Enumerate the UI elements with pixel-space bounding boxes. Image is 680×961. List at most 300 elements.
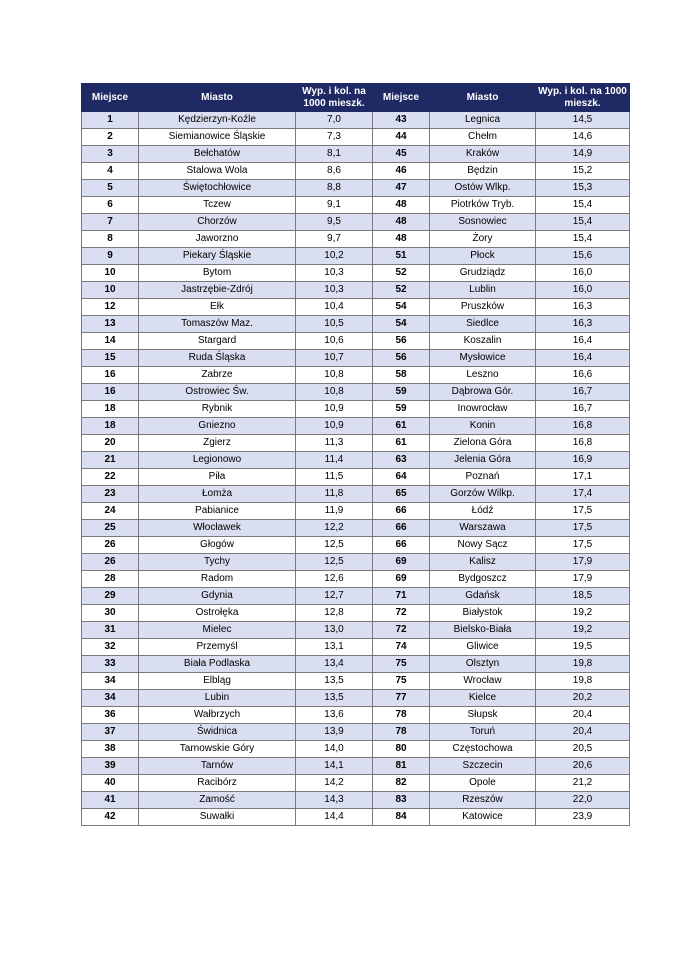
cell-city-right: Zielona Góra	[430, 435, 536, 452]
cell-rank-left: 29	[82, 588, 139, 605]
cell-rate-right: 17,5	[536, 503, 630, 520]
cell-rank-left: 42	[82, 809, 139, 826]
cell-rank-left: 26	[82, 537, 139, 554]
cell-city-right: Opole	[430, 775, 536, 792]
cell-rank-left: 5	[82, 180, 139, 197]
header-rate-left: Wyp. i kol. na 1000 mieszk.	[296, 84, 373, 112]
cell-rate-left: 11,3	[296, 435, 373, 452]
cell-rank-right: 65	[373, 486, 430, 503]
cell-rank-right: 69	[373, 554, 430, 571]
cell-city-left: Zabrze	[139, 367, 296, 384]
cell-city-left: Ruda Śląska	[139, 350, 296, 367]
cell-rate-left: 12,8	[296, 605, 373, 622]
cell-rate-left: 11,4	[296, 452, 373, 469]
cell-rank-right: 54	[373, 316, 430, 333]
cell-city-left: Tychy	[139, 554, 296, 571]
cell-city-right: Sosnowiec	[430, 214, 536, 231]
cell-city-right: Płock	[430, 248, 536, 265]
cell-city-left: Stalowa Wola	[139, 163, 296, 180]
cell-city-left: Świętochłowice	[139, 180, 296, 197]
cell-city-left: Świdnica	[139, 724, 296, 741]
cell-rate-left: 10,9	[296, 418, 373, 435]
cell-city-left: Pabianice	[139, 503, 296, 520]
cell-city-right: Katowice	[430, 809, 536, 826]
table-row	[82, 401, 630, 418]
cell-rank-right: 45	[373, 146, 430, 163]
cell-city-left: Gdynia	[139, 588, 296, 605]
table-row	[82, 129, 630, 146]
cell-rank-left: 36	[82, 707, 139, 724]
cell-city-right: Nowy Sącz	[430, 537, 536, 554]
cell-city-left: Piekary Śląskie	[139, 248, 296, 265]
cell-rate-right: 18,5	[536, 588, 630, 605]
cell-rank-left: 4	[82, 163, 139, 180]
cell-rank-right: 72	[373, 622, 430, 639]
cell-city-right: Kraków	[430, 146, 536, 163]
cell-rate-left: 12,5	[296, 537, 373, 554]
cell-rate-right: 17,4	[536, 486, 630, 503]
cell-rank-left: 8	[82, 231, 139, 248]
cell-city-left: Mielec	[139, 622, 296, 639]
cell-rate-left: 10,5	[296, 316, 373, 333]
cell-city-right: Gliwice	[430, 639, 536, 656]
header-city-right: Miasto	[430, 84, 536, 112]
cell-city-right: Szczecin	[430, 758, 536, 775]
cell-rate-left: 13,4	[296, 656, 373, 673]
cell-rate-left: 14,3	[296, 792, 373, 809]
cell-city-right: Piotrków Tryb.	[430, 197, 536, 214]
cell-rank-right: 58	[373, 367, 430, 384]
table-row	[82, 384, 630, 401]
cell-city-right: Żory	[430, 231, 536, 248]
cell-city-left: Ełk	[139, 299, 296, 316]
cell-rate-right: 14,9	[536, 146, 630, 163]
cell-rate-left: 13,5	[296, 690, 373, 707]
cell-rank-right: 80	[373, 741, 430, 758]
table-row	[82, 299, 630, 316]
cell-city-right: Białystok	[430, 605, 536, 622]
cell-rate-left: 14,2	[296, 775, 373, 792]
cell-rank-right: 63	[373, 452, 430, 469]
cell-city-right: Bydgoszcz	[430, 571, 536, 588]
cell-rank-left: 22	[82, 469, 139, 486]
cell-city-right: Kalisz	[430, 554, 536, 571]
cell-rank-right: 61	[373, 435, 430, 452]
cell-rate-left: 14,1	[296, 758, 373, 775]
cell-rank-left: 30	[82, 605, 139, 622]
cell-rank-right: 83	[373, 792, 430, 809]
cell-city-left: Kędzierzyn-Koźle	[139, 112, 296, 129]
cell-rate-right: 16,3	[536, 316, 630, 333]
table-row	[82, 231, 630, 248]
cell-rank-left: 25	[82, 520, 139, 537]
table-row	[82, 792, 630, 809]
cell-rank-right: 56	[373, 333, 430, 350]
table-row	[82, 282, 630, 299]
cell-rate-left: 7,0	[296, 112, 373, 129]
cell-city-right: Koszalin	[430, 333, 536, 350]
cell-rank-left: 37	[82, 724, 139, 741]
cell-city-left: Głogów	[139, 537, 296, 554]
cell-rate-right: 19,2	[536, 605, 630, 622]
cell-rate-left: 8,1	[296, 146, 373, 163]
cell-city-right: Jelenia Góra	[430, 452, 536, 469]
cell-rank-right: 52	[373, 265, 430, 282]
cell-rate-right: 17,1	[536, 469, 630, 486]
cell-city-left: Tomaszów Maz.	[139, 316, 296, 333]
cell-rate-left: 9,1	[296, 197, 373, 214]
cell-city-right: Słupsk	[430, 707, 536, 724]
cell-rate-right: 21,2	[536, 775, 630, 792]
cell-rank-left: 10	[82, 282, 139, 299]
table-row	[82, 112, 630, 129]
cell-city-left: Lubin	[139, 690, 296, 707]
cell-city-right: Dąbrowa Gór.	[430, 384, 536, 401]
cell-rate-left: 9,7	[296, 231, 373, 248]
cell-rate-left: 12,7	[296, 588, 373, 605]
cell-city-right: Lublin	[430, 282, 536, 299]
table-body	[82, 112, 630, 826]
table-row	[82, 605, 630, 622]
table-row	[82, 656, 630, 673]
cell-rate-left: 11,5	[296, 469, 373, 486]
table-row	[82, 350, 630, 367]
cell-rate-right: 17,9	[536, 554, 630, 571]
cell-city-right: Będzin	[430, 163, 536, 180]
table-row	[82, 197, 630, 214]
cell-rank-left: 38	[82, 741, 139, 758]
cell-city-right: Siedlce	[430, 316, 536, 333]
cell-rate-left: 10,9	[296, 401, 373, 418]
cell-rank-left: 32	[82, 639, 139, 656]
cell-rank-left: 34	[82, 690, 139, 707]
cell-rank-right: 82	[373, 775, 430, 792]
cell-city-left: Przemyśl	[139, 639, 296, 656]
cell-rank-right: 71	[373, 588, 430, 605]
cell-rank-right: 66	[373, 503, 430, 520]
table-row	[82, 265, 630, 282]
cell-city-right: Olsztyn	[430, 656, 536, 673]
cell-rank-left: 16	[82, 367, 139, 384]
table-row	[82, 486, 630, 503]
cell-rate-right: 17,9	[536, 571, 630, 588]
cell-rate-left: 7,3	[296, 129, 373, 146]
cell-rate-right: 16,0	[536, 265, 630, 282]
cell-rate-right: 16,7	[536, 384, 630, 401]
cell-rank-left: 12	[82, 299, 139, 316]
cell-city-right: Legnica	[430, 112, 536, 129]
cell-rank-left: 31	[82, 622, 139, 639]
cell-rate-right: 15,6	[536, 248, 630, 265]
cell-rank-left: 26	[82, 554, 139, 571]
cell-rate-left: 11,9	[296, 503, 373, 520]
cell-rank-left: 14	[82, 333, 139, 350]
table-row	[82, 520, 630, 537]
cell-city-right: Wrocław	[430, 673, 536, 690]
cell-rank-left: 18	[82, 401, 139, 418]
cell-rank-right: 72	[373, 605, 430, 622]
cell-rate-left: 10,8	[296, 384, 373, 401]
cell-city-right: Łódź	[430, 503, 536, 520]
cell-city-right: Pruszków	[430, 299, 536, 316]
cell-rate-left: 10,6	[296, 333, 373, 350]
cell-city-right: Rzeszów	[430, 792, 536, 809]
cell-rank-left: 41	[82, 792, 139, 809]
cell-rate-right: 15,4	[536, 231, 630, 248]
cell-rank-right: 75	[373, 656, 430, 673]
cell-city-left: Ostrołęka	[139, 605, 296, 622]
cell-rank-left: 3	[82, 146, 139, 163]
table-row	[82, 367, 630, 384]
table-row	[82, 146, 630, 163]
table-row	[82, 503, 630, 520]
table-row	[82, 622, 630, 639]
cell-city-left: Racibórz	[139, 775, 296, 792]
cell-rank-right: 59	[373, 401, 430, 418]
cell-rate-left: 8,8	[296, 180, 373, 197]
table-row	[82, 469, 630, 486]
cell-rank-right: 81	[373, 758, 430, 775]
cell-rank-left: 40	[82, 775, 139, 792]
table-row	[82, 571, 630, 588]
cell-city-right: Częstochowa	[430, 741, 536, 758]
cell-rate-right: 17,5	[536, 537, 630, 554]
cell-rank-left: 10	[82, 265, 139, 282]
header-rank-left: Miejsce	[82, 84, 139, 112]
cell-city-right: Poznań	[430, 469, 536, 486]
cell-city-left: Jastrzębie-Zdrój	[139, 282, 296, 299]
cell-rate-right: 19,8	[536, 673, 630, 690]
cell-rank-right: 84	[373, 809, 430, 826]
cell-city-left: Bytom	[139, 265, 296, 282]
cell-rank-left: 13	[82, 316, 139, 333]
cell-city-right: Grudziądz	[430, 265, 536, 282]
cell-rank-left: 34	[82, 673, 139, 690]
cell-city-right: Warszawa	[430, 520, 536, 537]
table-row	[82, 673, 630, 690]
cell-rate-left: 10,8	[296, 367, 373, 384]
cell-rank-right: 51	[373, 248, 430, 265]
cell-rate-right: 16,3	[536, 299, 630, 316]
cell-rate-right: 17,5	[536, 520, 630, 537]
cell-city-left: Chorzów	[139, 214, 296, 231]
cell-rate-right: 16,8	[536, 435, 630, 452]
ranking-table	[81, 83, 630, 826]
cell-city-left: Tarnowskie Góry	[139, 741, 296, 758]
cell-city-left: Suwałki	[139, 809, 296, 826]
cell-rate-left: 12,6	[296, 571, 373, 588]
cell-rate-right: 20,6	[536, 758, 630, 775]
cell-rate-right: 23,9	[536, 809, 630, 826]
cell-city-right: Inowrocław	[430, 401, 536, 418]
cell-rank-left: 2	[82, 129, 139, 146]
cell-rate-left: 10,7	[296, 350, 373, 367]
cell-rate-right: 20,4	[536, 724, 630, 741]
cell-rank-right: 43	[373, 112, 430, 129]
cell-city-left: Gniezno	[139, 418, 296, 435]
table-row	[82, 452, 630, 469]
cell-rate-right: 14,5	[536, 112, 630, 129]
cell-rank-left: 20	[82, 435, 139, 452]
table-row	[82, 248, 630, 265]
cell-rate-left: 9,5	[296, 214, 373, 231]
cell-rate-right: 20,5	[536, 741, 630, 758]
cell-rate-right: 16,4	[536, 350, 630, 367]
cell-rank-right: 48	[373, 197, 430, 214]
cell-rate-right: 22,0	[536, 792, 630, 809]
cell-rate-left: 14,4	[296, 809, 373, 826]
cell-city-left: Tczew	[139, 197, 296, 214]
cell-city-left: Włocławek	[139, 520, 296, 537]
cell-city-right: Gdańsk	[430, 588, 536, 605]
cell-rate-right: 16,6	[536, 367, 630, 384]
table-row	[82, 724, 630, 741]
cell-rank-left: 28	[82, 571, 139, 588]
cell-city-right: Bielsko-Biała	[430, 622, 536, 639]
cell-rank-right: 66	[373, 520, 430, 537]
cell-rank-left: 15	[82, 350, 139, 367]
cell-rate-left: 8,6	[296, 163, 373, 180]
cell-rank-left: 21	[82, 452, 139, 469]
cell-rate-right: 19,5	[536, 639, 630, 656]
table-row	[82, 435, 630, 452]
cell-rank-right: 48	[373, 231, 430, 248]
cell-rank-right: 78	[373, 724, 430, 741]
table-row	[82, 639, 630, 656]
cell-city-right: Kielce	[430, 690, 536, 707]
cell-rate-right: 15,4	[536, 197, 630, 214]
cell-rate-left: 13,6	[296, 707, 373, 724]
cell-city-left: Zgierz	[139, 435, 296, 452]
cell-rank-right: 69	[373, 571, 430, 588]
cell-city-left: Biała Podlaska	[139, 656, 296, 673]
table-row	[82, 690, 630, 707]
cell-rank-right: 44	[373, 129, 430, 146]
cell-rate-right: 16,4	[536, 333, 630, 350]
cell-rate-right: 19,8	[536, 656, 630, 673]
table-row	[82, 163, 630, 180]
cell-rank-right: 59	[373, 384, 430, 401]
cell-rank-right: 48	[373, 214, 430, 231]
cell-rank-left: 7	[82, 214, 139, 231]
cell-rate-left: 13,9	[296, 724, 373, 741]
cell-rank-right: 77	[373, 690, 430, 707]
cell-rank-right: 66	[373, 537, 430, 554]
cell-city-left: Stargard	[139, 333, 296, 350]
cell-city-left: Siemianowice Śląskie	[139, 129, 296, 146]
cell-rank-left: 6	[82, 197, 139, 214]
cell-rate-left: 11,8	[296, 486, 373, 503]
cell-city-left: Piła	[139, 469, 296, 486]
cell-rate-left: 12,2	[296, 520, 373, 537]
table-row	[82, 554, 630, 571]
cell-city-right: Leszno	[430, 367, 536, 384]
table-row	[82, 707, 630, 724]
cell-rank-right: 78	[373, 707, 430, 724]
header-rate-right: Wyp. i kol. na 1000 mieszk.	[536, 84, 630, 112]
cell-rate-left: 10,3	[296, 265, 373, 282]
cell-city-right: Ostów Wlkp.	[430, 180, 536, 197]
cell-rank-right: 47	[373, 180, 430, 197]
cell-rate-right: 20,4	[536, 707, 630, 724]
cell-rate-right: 16,9	[536, 452, 630, 469]
cell-rank-right: 75	[373, 673, 430, 690]
table-row	[82, 333, 630, 350]
cell-city-left: Zamość	[139, 792, 296, 809]
cell-rate-left: 10,3	[296, 282, 373, 299]
header-rank-right: Miejsce	[373, 84, 430, 112]
table-row	[82, 758, 630, 775]
cell-rate-right: 16,7	[536, 401, 630, 418]
cell-rank-right: 61	[373, 418, 430, 435]
table-row	[82, 588, 630, 605]
cell-rate-left: 13,0	[296, 622, 373, 639]
cell-rank-right: 54	[373, 299, 430, 316]
cell-rank-left: 23	[82, 486, 139, 503]
cell-rate-right: 15,2	[536, 163, 630, 180]
cell-rate-left: 10,4	[296, 299, 373, 316]
table-row	[82, 741, 630, 758]
table-row	[82, 809, 630, 826]
cell-rank-right: 52	[373, 282, 430, 299]
cell-city-right: Gorzów Wilkp.	[430, 486, 536, 503]
cell-city-right: Konin	[430, 418, 536, 435]
cell-rate-right: 20,2	[536, 690, 630, 707]
cell-rate-left: 12,5	[296, 554, 373, 571]
cell-city-left: Elbląg	[139, 673, 296, 690]
cell-city-left: Ostrowiec Św.	[139, 384, 296, 401]
cell-rank-right: 56	[373, 350, 430, 367]
cell-rate-right: 15,4	[536, 214, 630, 231]
cell-rate-left: 10,2	[296, 248, 373, 265]
cell-city-left: Rybnik	[139, 401, 296, 418]
cell-rate-right: 14,6	[536, 129, 630, 146]
cell-rate-right: 19,2	[536, 622, 630, 639]
cell-city-left: Radom	[139, 571, 296, 588]
cell-rank-left: 24	[82, 503, 139, 520]
cell-rank-left: 16	[82, 384, 139, 401]
cell-rank-right: 46	[373, 163, 430, 180]
cell-city-left: Jaworzno	[139, 231, 296, 248]
cell-city-left: Tarnów	[139, 758, 296, 775]
table-row	[82, 537, 630, 554]
cell-rank-right: 64	[373, 469, 430, 486]
cell-city-left: Wałbrzych	[139, 707, 296, 724]
cell-rate-left: 13,5	[296, 673, 373, 690]
cell-city-right: Mysłowice	[430, 350, 536, 367]
cell-city-left: Legionowo	[139, 452, 296, 469]
cell-city-right: Toruń	[430, 724, 536, 741]
cell-city-right: Chełm	[430, 129, 536, 146]
cell-rank-right: 74	[373, 639, 430, 656]
table-row	[82, 214, 630, 231]
cell-rank-left: 39	[82, 758, 139, 775]
cell-city-left: Bełchatów	[139, 146, 296, 163]
header-city-left: Miasto	[139, 84, 296, 112]
cell-rank-left: 1	[82, 112, 139, 129]
cell-rate-right: 15,3	[536, 180, 630, 197]
cell-rate-right: 16,0	[536, 282, 630, 299]
cell-city-left: Łomża	[139, 486, 296, 503]
cell-rank-left: 18	[82, 418, 139, 435]
table-row	[82, 418, 630, 435]
table-row	[82, 316, 630, 333]
cell-rate-left: 13,1	[296, 639, 373, 656]
cell-rate-left: 14,0	[296, 741, 373, 758]
table-row	[82, 775, 630, 792]
table-row	[82, 180, 630, 197]
cell-rank-left: 33	[82, 656, 139, 673]
